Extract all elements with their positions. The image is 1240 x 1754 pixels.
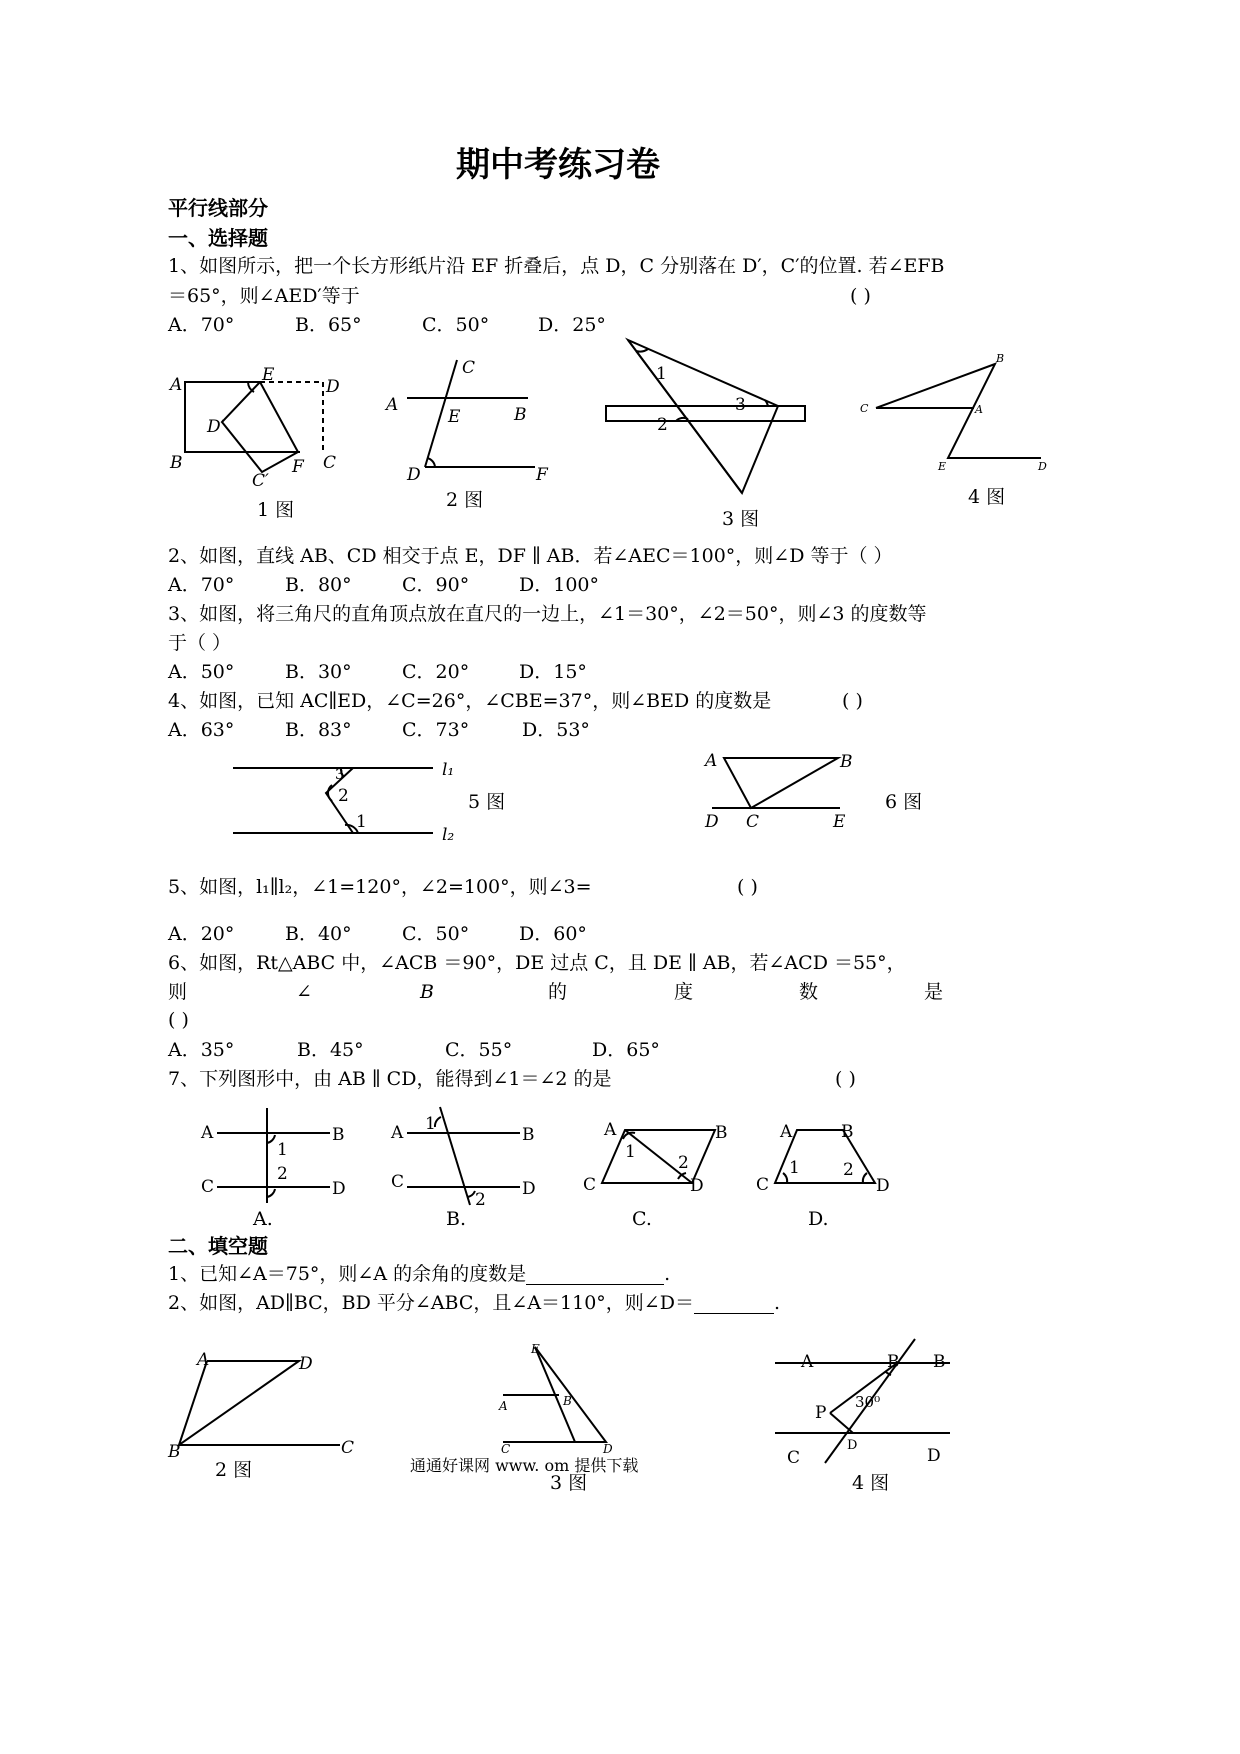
q5-bracket: ( ) [737,876,758,898]
fig7a-label-b: B [332,1125,345,1145]
q1-line1: 1、如图所示，把一个长方形纸片沿 EF 折叠后，点 D，C 分别落在 D′，C′的位置. 若∠EFB [168,255,945,277]
q2-option-b: B．80° [285,574,352,596]
bfig4-label-d-small: D [847,1438,858,1453]
q7-option-d: D. [808,1208,829,1230]
fig7b-angle-2: 2 [475,1190,486,1210]
fig7d-label-b: B [841,1122,854,1142]
figure-1-folded-rectangle [160,365,360,495]
q7-bracket: ( ) [835,1068,856,1090]
fig7c-angle-2: 2 [678,1153,689,1173]
bfig4-label-b1: B [887,1352,900,1372]
fig2-label-e: E [448,407,461,427]
bfig3-label-d: D [603,1442,613,1456]
bfig3-label-e: E [531,1342,540,1356]
fig7c-label-d: D [690,1176,704,1196]
fig2-label-d: D [407,465,421,485]
fill-q2 [168,1294,780,1314]
fig1-label-a: A [170,375,183,395]
fig5-angle-1: 1 [356,812,367,832]
q1-option-a: A．70° [168,314,235,336]
fig1-label-e: E [262,365,275,385]
q7-option-b: B. [446,1208,467,1230]
figure-5-parallel-lines [228,755,468,850]
fig7b-label-c: C [391,1172,405,1192]
fig7a-label-a: A [201,1123,214,1143]
q3-option-b: B．30° [285,661,352,683]
bottom-figure-2-trapezoid [165,1345,365,1460]
fig7d-label-c: C [756,1175,770,1195]
bfig2-label-a: A [197,1350,210,1370]
fig5-label-l1: l₁ [442,760,455,780]
figure-7c [580,1115,740,1195]
fig6-label-d: D [705,812,719,832]
q6-word-2: ∠ [296,981,312,1003]
q6-word-5: 度 [674,981,694,1003]
fig7d-label-a: A [780,1122,793,1142]
fill-q2-end: . [773,1292,781,1314]
figure-5-caption: 5 图 [468,791,506,813]
q2-line: 2、如图，直线 AB、CD 相交于点 E，DF ∥ AB．若∠AEC＝100°，则∠D 等于（ ） [168,545,893,567]
q4-option-c: C．73° [402,719,470,741]
section-heading: 平行线部分 [168,196,268,220]
bottom-figure-4 [775,1335,955,1475]
fig1-label-c-prime: C′ [252,471,269,491]
q4-option-b: B．83° [285,719,352,741]
figure-6-caption: 6 图 [885,791,923,813]
fig1-label-c: C [323,453,337,473]
figure-2-caption: 2 图 [446,489,484,511]
fig1-label-d: D [326,377,340,397]
q4-option-a: A．63° [168,719,235,741]
q1-option-c: C．50° [422,314,490,336]
fig4-label-c: C [860,402,869,415]
fig6-label-e: E [833,812,846,832]
fig5-angle-3: 3 [335,767,344,783]
fig1-label-f: F [292,457,304,477]
fig3-angle-3: 3 [735,395,746,415]
fig2-label-b: B [514,405,527,425]
q3-option-a: A．50° [168,661,235,683]
fill-q2-text: 2、如图，AD∥BC，BD 平分∠ABC，且∠A＝110°，则∠D＝ [168,1292,694,1314]
q6-word-7: 是 [924,981,944,1003]
fig7c-label-a: A [604,1120,617,1140]
q4-bracket: ( ) [842,690,863,712]
fig4-label-a: A [975,403,983,416]
q6-word-3: B [420,981,434,1003]
bottom-figure-4-caption: 4 图 [852,1472,890,1494]
q6-line1: 6、如图，Rt△ABC 中，∠ACB ＝90°，DE 过点 C，且 DE ∥ AB，若∠ACD ＝55°， [168,952,906,974]
q7-line: 7、下列图形中，由 AB ∥ CD，能得到∠1＝∠2 的是 [168,1068,612,1090]
bfig4-label-d: D [927,1446,941,1466]
fig5-label-l2: l₂ [442,825,455,845]
bfig2-label-b: B [168,1442,181,1462]
fig1-label-b: B [170,453,183,473]
fig2-label-f: F [536,465,548,485]
q4-line: 4、如图，已知 AC∥ED，∠C=26°，∠CBE=37°，则∠BED 的度数是 [168,690,772,712]
q6-word-1: 则 [168,981,188,1003]
q5-option-a: A．20° [168,923,235,945]
figure-4-caption: 4 图 [968,486,1006,508]
fig3-angle-2: 2 [657,415,668,435]
q6-option-b: B．45° [297,1039,364,1061]
figure-4-zigzag [858,350,1058,475]
fig6-label-a: A [705,751,718,771]
bottom-figure-3 [495,1335,625,1455]
q6-word-6: 数 [799,981,819,1003]
fig3-angle-1: 1 [656,364,667,384]
fig6-label-b: B [840,752,853,772]
q1-option-d: D．25° [538,314,606,336]
fig7d-label-d: D [876,1176,890,1196]
fig2-label-a: A [386,395,399,415]
fig2-label-c: C [462,358,476,378]
bfig2-label-d: D [299,1354,313,1374]
fill-q1-blank[interactable] [526,1265,664,1285]
q6-option-d: D．65° [592,1039,660,1061]
fig7d-angle-2: 2 [843,1160,854,1180]
q3-option-c: C．20° [402,661,470,683]
fig7b-label-b: B [522,1125,535,1145]
q3-line1: 3、如图，将三角尺的直角顶点放在直尺的一边上，∠1＝30°，∠2＝50°，则∠3 的度数等 [168,603,927,625]
q6-bracket: ( ) [168,1009,189,1031]
fill-q2-blank[interactable] [694,1294,774,1314]
bfig4-label-p: P [815,1403,827,1423]
q5-option-d: D．60° [519,923,587,945]
fig4-label-e: E [938,460,947,473]
figure-3-caption: 3 图 [722,508,760,530]
fig7d-angle-1: 1 [789,1158,800,1178]
fig7a-label-c: C [201,1177,215,1197]
fill-q1-end: . [664,1263,671,1285]
figure-1-caption: 1 图 [257,499,295,521]
bfig4-label-a: A [801,1352,814,1372]
fig7c-label-c: C [583,1175,597,1195]
bfig4-angle-30: 30⁰ [855,1393,881,1411]
q1-bracket: ( ) [850,285,871,307]
fig6-label-c: C [746,812,760,832]
fig4-label-d: D [1038,460,1047,473]
bfig3-label-b: B [563,1394,572,1408]
q6-option-c: C．55° [445,1039,513,1061]
q4-option-d: D．53° [522,719,590,741]
fig7b-angle-1: 1 [425,1114,436,1134]
bfig3-label-c: C [501,1442,511,1456]
q3-line2: 于（ ） [168,632,232,654]
fig7a-angle-2: 2 [277,1164,288,1184]
fig7b-label-a: A [391,1123,404,1143]
figure-6-right-triangle [700,748,860,833]
q3-option-d: D．15° [519,661,587,683]
q2-option-d: D．100° [519,574,599,596]
part1-heading: 一、选择题 [168,226,268,250]
q1-option-b: B．65° [295,314,362,336]
fig4-label-b: B [996,352,1005,365]
fill-q1-text: 1、已知∠A＝75°，则∠A 的余角的度数是 [168,1263,527,1285]
q1-line2: ＝65°，则∠AED′等于 [168,285,360,307]
q7-option-a: A. [253,1208,273,1230]
q6-word-4: 的 [548,981,568,1003]
q5-line: 5、如图，l₁∥l₂，∠1=120°，∠2=100°，则∠3= [168,876,592,898]
q2-option-c: C．90° [402,574,470,596]
bfig4-label-c: C [787,1448,801,1468]
bfig4-label-b2: B [933,1352,946,1372]
q6-option-a: A．35° [168,1039,235,1061]
figure-7a [195,1105,360,1205]
q5-option-c: C．50° [402,923,470,945]
bottom-figure-2-caption: 2 图 [215,1459,253,1481]
fig1-label-d-prime: D′ [207,417,225,437]
footer-source: 通通好课网 www. om 提供下载 [410,1456,639,1475]
bfig3-label-a: A [499,1399,508,1413]
fig7a-angle-1: 1 [277,1140,288,1160]
fig5-angle-2: 2 [338,786,349,806]
figure-7b [385,1105,550,1210]
part2-heading: 二、填空题 [168,1234,268,1258]
fig7c-angle-1: 1 [625,1142,636,1162]
bottom-figure-3-caption: 3 图 [550,1472,588,1494]
page-title: 期中考练习卷 [456,145,660,185]
fig7a-label-d: D [332,1179,346,1199]
fig7b-label-d: D [522,1179,536,1199]
fig7c-label-b: B [715,1123,728,1143]
fill-q1 [168,1265,670,1285]
q2-option-a: A．70° [168,574,235,596]
figure-3-triangle-ruler [600,335,815,500]
bfig2-label-c: C [341,1438,355,1458]
q5-option-b: B．40° [285,923,352,945]
q7-option-c: C. [632,1208,652,1230]
figure-2-intersecting-lines [380,355,555,485]
figure-7d [755,1115,905,1195]
